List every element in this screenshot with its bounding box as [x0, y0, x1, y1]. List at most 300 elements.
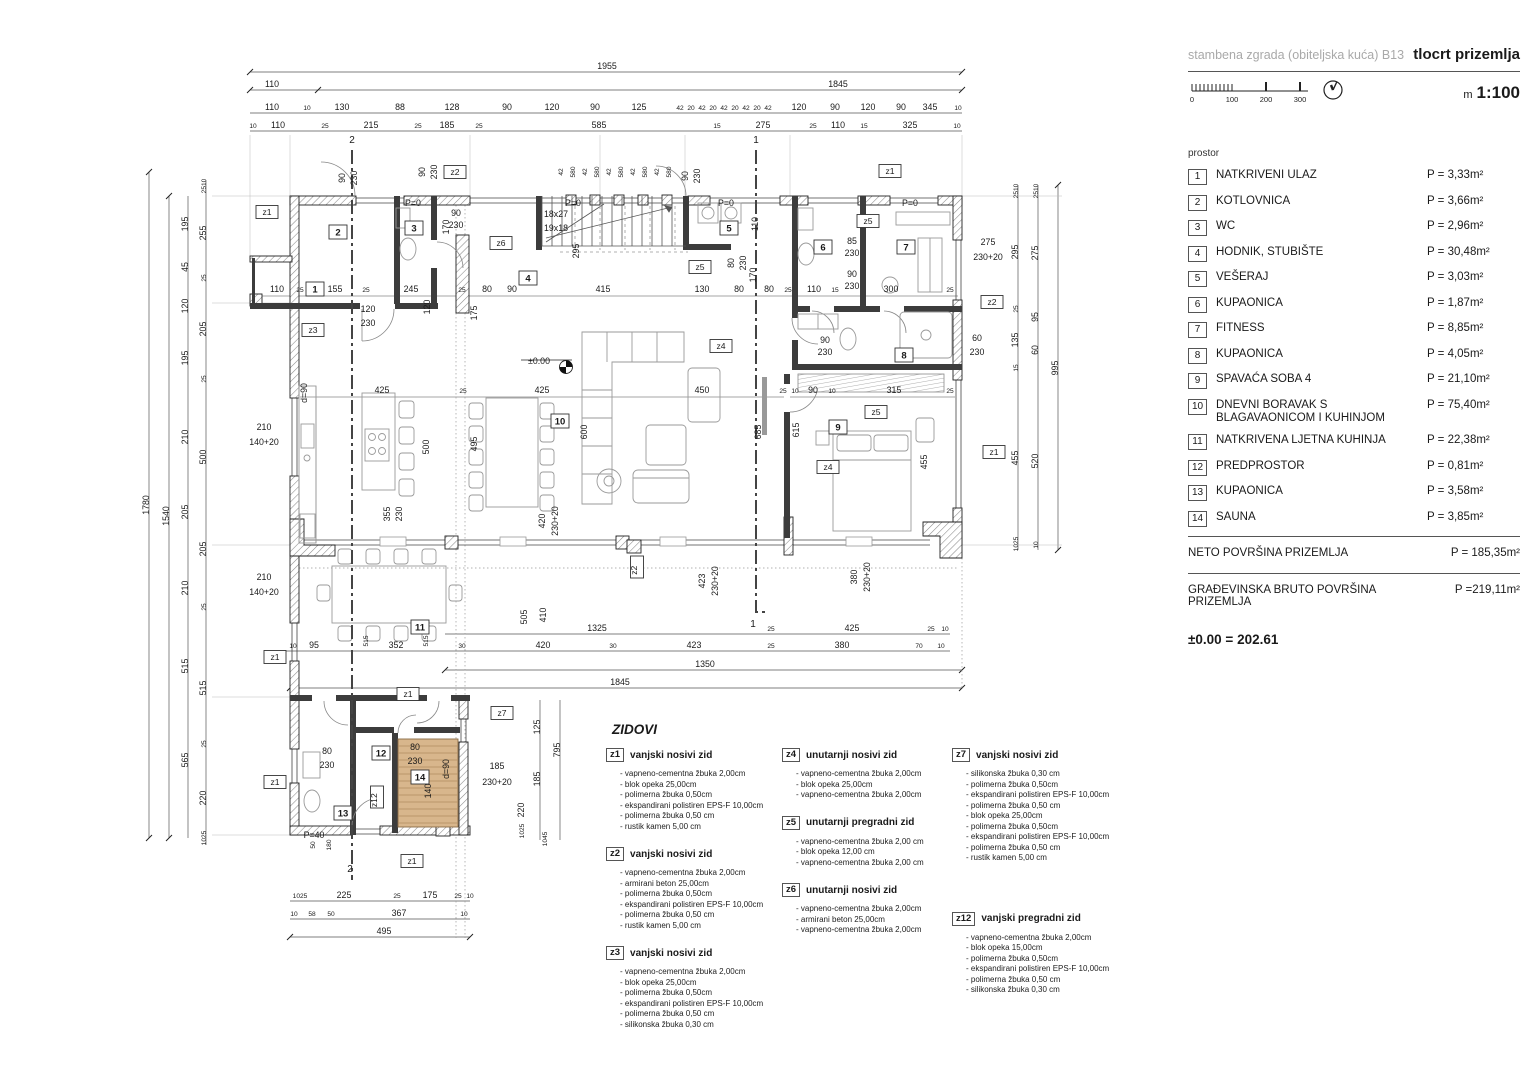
wall-layer: - ekspandirani polistiren EPS-F 10,00cm — [966, 790, 1110, 799]
dim-label: 1540 — [161, 506, 171, 526]
room-area: P = 21,10m² — [1427, 373, 1490, 385]
dim-label: 220 — [516, 802, 526, 818]
dim-label: 120 — [544, 102, 560, 112]
dim-label: 230+20 — [862, 562, 872, 592]
dim-label: 90 — [830, 102, 840, 112]
wall-layer: - blok opeka 25,00cm — [966, 811, 1043, 820]
dim-label: 42 — [558, 168, 565, 176]
dim-label: 345 — [922, 102, 938, 112]
wall-layer: - polimerna žbuka 0,50 cm — [620, 811, 715, 820]
dim-label: 500 — [421, 439, 431, 455]
scalebar-0: 0 — [1189, 95, 1195, 104]
dim-label: 1025 — [201, 830, 208, 846]
wall-layer: - blok opeka 15,00cm — [966, 943, 1043, 952]
room-schedule-row — [1188, 297, 1520, 313]
room-schedule-row — [1188, 373, 1520, 389]
dim-label: 130 — [334, 102, 350, 112]
dim-label: 420 — [535, 640, 551, 650]
wall-layer: - silikonska žbuka 0,30 cm — [966, 769, 1060, 778]
dim-label: 420 — [537, 513, 547, 529]
dim-label: 10 — [828, 388, 836, 395]
dim-label: 80 — [482, 284, 492, 294]
room-area: P = 3,03m² — [1427, 271, 1484, 283]
room-number-box: 6 — [1188, 297, 1207, 313]
dim-label: 128 — [444, 102, 460, 112]
dim-label: P=0 — [902, 198, 918, 208]
dim-label: 25 — [201, 740, 208, 748]
dim-label: 565 — [180, 752, 190, 768]
room-number-box: 2 — [1188, 195, 1207, 211]
dim-label: 10 — [954, 105, 962, 112]
dim-label: 415 — [595, 284, 611, 294]
dim-label: ±0.00 — [528, 356, 550, 366]
room-number-box: 4 — [1188, 246, 1207, 262]
dim-label: 25 — [475, 123, 483, 130]
dim-label: 225 — [336, 890, 352, 900]
room-schedule-caption: prostor — [1188, 148, 1220, 159]
dim-label: 170 — [748, 267, 758, 283]
wall-type-block — [952, 912, 1134, 996]
scalebar-300: 300 — [1293, 95, 1307, 104]
room-name: KOTLOVNICA — [1216, 194, 1291, 207]
dim-label: 10 — [953, 123, 961, 130]
wall-zone-marker-label: z12 — [369, 793, 379, 808]
dim-label: 380 — [834, 640, 850, 650]
dim-label: 10 — [289, 643, 297, 650]
dim-label: 10 — [941, 626, 949, 633]
dim-label: 455 — [1010, 450, 1020, 466]
room-number-box: 12 — [1188, 460, 1207, 476]
dim-label: 25 — [201, 274, 208, 282]
dim-label: 580 — [570, 166, 577, 178]
dim-label: 80 — [322, 746, 332, 756]
dim-label: 110 — [750, 216, 760, 232]
dim-label: 495 — [469, 436, 479, 452]
room-schedule-row — [1188, 220, 1520, 236]
dim-label: 25 — [1013, 305, 1020, 313]
dim-label: 30 — [458, 643, 466, 650]
dim-label: 25 — [362, 287, 370, 294]
dim-label: 110 — [264, 79, 280, 89]
room-name: NATKRIVENI ULAZ — [1216, 169, 1317, 181]
dim-label: 230 — [360, 318, 376, 328]
dim-label: 140+20 — [249, 437, 279, 447]
dim-label: 230 — [407, 756, 423, 766]
dim-label: 2510 — [1013, 183, 1020, 199]
dim-label: 120 — [791, 102, 807, 112]
bruto-area: P =219,11m² — [1454, 584, 1520, 596]
dim-label: 425 — [844, 623, 860, 633]
dim-label: 25 — [784, 287, 792, 294]
dim-label: 20 — [687, 105, 695, 112]
wall-type-block — [606, 748, 778, 832]
dim-label: 25 — [414, 123, 422, 130]
wall-layer: - armirani beton 25,00cm — [620, 878, 709, 888]
wall-zone-marker-label: z6 — [496, 238, 506, 249]
dim-label: 195 — [180, 350, 190, 366]
dim-label: P=0 — [565, 198, 581, 208]
wall-layer: - vapneno-cementna žbuka 2,00cm — [620, 868, 746, 877]
level-datum: ±0.00 = 202.61 — [1188, 632, 1279, 647]
dim-label: P=0 — [718, 198, 734, 208]
dim-label: 2510 — [1033, 183, 1040, 199]
wall-zone-marker-label: z4 — [716, 341, 726, 352]
dim-label: P=40 — [303, 830, 325, 840]
dim-label: 245 — [403, 284, 419, 294]
wall-type-code: z1 — [606, 748, 624, 762]
dim-label: 110 — [269, 284, 285, 294]
dim-label: 275 — [1030, 245, 1040, 261]
dim-label: 230+20 — [482, 777, 512, 787]
wall-type-name: unutarnji nosivi zid — [806, 884, 898, 896]
room-area: P = 4,05m² — [1427, 347, 1484, 360]
room-marker-number: 5 — [726, 223, 732, 235]
room-name: KUPAONICA — [1216, 347, 1283, 360]
dim-label: 515 — [423, 635, 430, 647]
dim-label: 25 — [454, 893, 462, 900]
wall-layer: - blok opeka 25,00cm — [620, 779, 697, 789]
dim-label: 230 — [692, 168, 702, 184]
dim-label: 130 — [694, 284, 710, 294]
dim-label: 80 — [764, 284, 774, 294]
dim-label: 80 — [726, 258, 736, 268]
room-number-box: 1 — [1188, 169, 1207, 185]
dim-label: 580 — [642, 166, 649, 178]
dim-label: 1045 — [542, 831, 549, 847]
wall-zone-marker-label: z2 — [450, 167, 460, 178]
wall-type-block — [782, 748, 954, 801]
wall-type-name: unutarnji pregradni zid — [806, 817, 915, 828]
dim-label: 110 — [270, 120, 286, 130]
dim-label: 25 — [201, 603, 208, 611]
dim-label: 140+20 — [249, 587, 279, 597]
dim-label: 90 — [847, 269, 857, 279]
wall-layer: - vapneno-cementna žbuka 2,00cm — [796, 904, 922, 913]
dim-label: 210 — [256, 422, 272, 432]
dim-label: 18x27 — [544, 209, 568, 219]
dim-label: 135 — [1010, 332, 1020, 348]
room-schedule-row — [1188, 511, 1520, 527]
dim-label: 125 — [532, 719, 542, 735]
dim-label: 120 — [180, 298, 190, 314]
dim-label: 185 — [532, 771, 542, 787]
dim-label: 275 — [755, 120, 771, 130]
dim-label: 10 — [466, 893, 474, 900]
room-number-box: 5 — [1188, 271, 1207, 287]
wall-type-code: z5 — [782, 816, 800, 830]
wall-type-code: z7 — [952, 748, 970, 762]
dim-label: 125 — [631, 102, 647, 112]
room-area: P = 2,96m² — [1427, 220, 1484, 232]
wall-zone-marker-label: z4 — [823, 462, 833, 473]
room-marker-number: 7 — [903, 242, 909, 254]
wall-layer: - polimerna žbuka 0,50 cm — [620, 1009, 715, 1018]
dim-label: 230 — [448, 220, 464, 230]
neto-label: NETO POVRŠINA PRIZEMLJA — [1188, 547, 1349, 559]
dim-label: 600 — [579, 424, 589, 440]
dim-label: 90 — [451, 208, 461, 218]
wall-layer: - polimerna žbuka 0,50cm — [966, 779, 1059, 789]
dim-label: 205 — [180, 504, 190, 520]
dim-label: 120 — [422, 299, 432, 315]
room-number-box: 13 — [1188, 485, 1207, 501]
dim-label: 19x18 — [544, 223, 568, 233]
room-schedule — [1188, 148, 1520, 527]
dim-label: 25 — [779, 388, 787, 395]
wall-layer: - armirani beton 25,00cm — [796, 914, 885, 924]
wall-layer: - rustik kamen 5,00 cm — [620, 920, 701, 930]
dim-label: 10 — [791, 388, 799, 395]
dim-label: 230 — [394, 506, 404, 522]
scale-unit: m — [1463, 89, 1473, 101]
room-marker-number: 13 — [337, 808, 349, 820]
dim-label: 95 — [309, 640, 319, 650]
dim-label: 450 — [694, 385, 710, 395]
room-name: VEŠERAJ — [1216, 271, 1269, 283]
dim-label: 500 — [198, 449, 208, 465]
room-marker-number: 11 — [414, 622, 426, 634]
dim-label: 15 — [831, 287, 839, 294]
dim-label: 95 — [1030, 312, 1040, 322]
wardrobe — [798, 374, 944, 392]
room-area: P = 3,85m² — [1427, 510, 1484, 523]
dim-label: 10 — [249, 123, 257, 130]
room-marker-number: 8 — [901, 350, 907, 362]
dim-label: 42 — [654, 168, 661, 176]
dim-label: 120 — [860, 102, 876, 112]
room-name: HODNIK, STUBIŠTE — [1216, 245, 1324, 258]
room-marker-number: 4 — [525, 273, 531, 285]
dim-label: 315 — [886, 385, 902, 395]
dim-label: 215 — [363, 120, 379, 130]
dim-label: 580 — [618, 166, 625, 178]
dim-label: 230 — [738, 255, 748, 271]
bruto-label: GRAĐEVINSKA BRUTO POVRŠINA PRIZEMLJA — [1188, 584, 1376, 608]
dim-label: 520 — [1030, 453, 1040, 469]
dim-label: 423 — [686, 640, 702, 650]
wall-layer: - vapneno-cementna žbuka 2,00cm — [796, 790, 922, 799]
dim-label: 195 — [180, 216, 190, 232]
room-schedule-row — [1188, 169, 1520, 185]
dim-label: 352 — [388, 640, 404, 650]
dim-label: 10 — [937, 643, 945, 650]
walls-legend-title: ZIDOVI — [612, 722, 658, 737]
wall-layer: - blok opeka 12,00 cm — [796, 847, 875, 856]
dim-label: 455 — [919, 454, 929, 470]
dim-label: 1845 — [610, 677, 630, 687]
dim-label: 90 — [590, 102, 600, 112]
dim-label: 585 — [591, 120, 607, 130]
dim-label: 60 — [1030, 345, 1040, 355]
dim-label: 90 — [337, 173, 347, 183]
wall-type-name: vanjski nosivi zid — [630, 848, 713, 860]
scale-bar-row — [1188, 78, 1520, 108]
room-name: DNEVNI BORAVAK S BLAGAVAONICOM I KUHINJOM — [1216, 398, 1385, 424]
wall-layer: - vapneno-cementna žbuka 2,00cm — [966, 932, 1092, 942]
dim-label: d=90 — [299, 383, 309, 403]
title-block-panel — [1188, 46, 1520, 647]
dim-label: 180 — [326, 839, 333, 851]
dim-label: 685 — [753, 424, 763, 440]
scale-text — [1463, 83, 1520, 103]
room-marker-number: 1 — [312, 284, 318, 296]
wall-type-code: z3 — [606, 946, 624, 960]
wall-layer: - ekspandirani polistiren EPS-F 10,00cm — [966, 964, 1110, 973]
wall-layer: - rustik kamen 5,00 cm — [966, 853, 1047, 862]
wall-type-code: z4 — [782, 748, 800, 762]
dim-label: 25 — [809, 123, 817, 130]
room-name: SPAVAĆA SOBA 4 — [1216, 373, 1312, 385]
room-area: P = 3,66m² — [1427, 194, 1484, 207]
room-number-box: 14 — [1188, 511, 1207, 527]
wall-type-block — [952, 748, 1134, 864]
dim-label: 15 — [713, 123, 721, 130]
dim-label: 410 — [538, 607, 548, 623]
bruto-row — [1188, 573, 1520, 618]
wall-zone-marker-label: z5 — [863, 216, 873, 227]
dim-label: 25 — [946, 388, 954, 395]
room-number-box: 9 — [1188, 373, 1207, 389]
scale-bar — [1188, 78, 1348, 108]
dim-label: 515 — [363, 635, 370, 647]
wall-layer: - silikonska žbuka 0,30 cm — [966, 985, 1060, 994]
room-marker-number: 9 — [835, 422, 841, 434]
room-marker-number: 14 — [414, 772, 426, 784]
dim-label: 25 — [321, 123, 329, 130]
dim-label: 25 — [296, 287, 304, 294]
dim-label: 995 — [1050, 360, 1060, 376]
dim-label: 230 — [969, 347, 985, 357]
room-number-box: 11 — [1188, 434, 1207, 450]
wall-zone-marker-label: z1 — [262, 207, 272, 218]
wall-layer: - rustik kamen 5,00 cm — [620, 821, 701, 831]
dim-label: 10 — [460, 911, 468, 918]
room-schedule-row — [1188, 434, 1520, 450]
section-marker: 1 — [750, 619, 756, 630]
wall-layer: - polimerna žbuka 0,50cm — [620, 988, 713, 997]
wall-layer: - polimerna žbuka 0,50 cm — [966, 842, 1061, 852]
dim-label: 50 — [310, 841, 317, 849]
dim-label: 1025 — [519, 823, 526, 839]
dim-label: 10 — [303, 105, 311, 112]
dim-label: 300 — [883, 284, 899, 294]
dim-label: 295 — [571, 243, 581, 259]
dim-label: 210 — [180, 429, 190, 445]
dim-label: 425 — [374, 385, 390, 395]
room-name: FITNESS — [1216, 322, 1265, 334]
dim-label: 90 — [502, 102, 512, 112]
dim-label: 45 — [180, 262, 190, 272]
room-name: SAUNA — [1216, 510, 1256, 523]
dim-label: 185 — [439, 120, 455, 130]
room-number-box: 7 — [1188, 322, 1207, 338]
dim-label: 42 — [720, 105, 728, 112]
wall-layer: - ekspandirani polistiren EPS-F 10,00cm — [620, 899, 764, 909]
dim-label: 80 — [410, 742, 420, 752]
dim-label: 110 — [264, 102, 280, 112]
wall-layer: - silikonska žbuka 0,30 cm — [620, 1019, 714, 1029]
dim-label: 230 — [844, 281, 860, 291]
dim-label: 230+20 — [973, 252, 1003, 262]
dim-label: 505 — [519, 609, 529, 625]
dim-label: 25 — [458, 287, 466, 294]
dim-label: 20 — [731, 105, 739, 112]
room-name: KUPAONICA — [1216, 485, 1283, 497]
wall-layer: - vapneno-cementna žbuka 2,00 cm — [796, 857, 924, 867]
dim-label: 90 — [680, 171, 690, 181]
room-marker-number: 3 — [411, 223, 417, 235]
wall-type-name: vanjski nosivi zid — [630, 749, 713, 761]
wall-layer: - polimerna žbuka 0,50 cm — [966, 800, 1061, 810]
dim-label: 220 — [198, 790, 208, 806]
scalebar-100: 100 — [1225, 95, 1239, 104]
wall-zone-marker-label: z7 — [497, 708, 507, 719]
dim-label: 110 — [830, 120, 846, 130]
wall-layer: - vapneno-cementna žbuka 2,00cm — [796, 769, 922, 778]
dim-label: 25 — [459, 388, 467, 395]
room-number-box: 10 — [1188, 399, 1207, 415]
wall-layer: - polimerna žbuka 0,50cm — [966, 953, 1059, 963]
dim-label: 1325 — [587, 623, 607, 633]
dim-label: 230 — [319, 760, 335, 770]
dim-label: 25 — [767, 643, 775, 650]
wall-zone-marker-label: z1 — [407, 856, 417, 867]
wall-layer: - polimerna žbuka 0,50 cm — [966, 974, 1061, 984]
dim-label: 20 — [709, 105, 717, 112]
room-schedule-row — [1188, 195, 1520, 211]
dim-label: 230+20 — [550, 506, 560, 536]
drawing-title: tlocrt prizemlja — [1413, 46, 1520, 63]
wall-layer: - ekspandirani polistiren EPS-F 10,00cm — [620, 998, 764, 1008]
wall-layer: - vapneno-cementna žbuka 2,00cm — [620, 967, 746, 976]
wall-zone-marker-label: z1 — [989, 447, 999, 458]
dim-label: 90 — [820, 335, 830, 345]
dim-label: 175 — [469, 305, 479, 321]
dim-label: 205 — [198, 541, 208, 557]
dim-label: 80 — [734, 284, 744, 294]
wall-layer: - vapneno-cementna žbuka 2,00cm — [620, 769, 746, 778]
room-area: P = 75,40m² — [1427, 398, 1490, 411]
dim-label: 515 — [198, 680, 208, 696]
dim-label: 275 — [980, 237, 996, 247]
dim-label: 42 — [582, 168, 589, 176]
dim-label: 795 — [552, 742, 562, 758]
dim-label: 15 — [1013, 364, 1020, 372]
room-area: P = 3,33m² — [1427, 169, 1484, 181]
scale-value: 1:100 — [1476, 83, 1520, 102]
dim-label: 230+20 — [710, 566, 720, 596]
room-area: P = 22,38m² — [1427, 434, 1490, 446]
room-area: P = 3,58m² — [1427, 485, 1484, 497]
wall-zone-marker-label: z1 — [270, 777, 280, 788]
section-marker: 2 — [349, 135, 355, 146]
dim-label: 25 — [946, 287, 954, 294]
dim-label: 25 — [393, 893, 401, 900]
room-schedule-row — [1188, 322, 1520, 338]
dim-label: 25 — [767, 626, 775, 633]
wall-zone-marker-label: z5 — [871, 407, 881, 418]
dim-label: 423 — [697, 573, 707, 589]
dim-label: 42 — [630, 168, 637, 176]
neto-row — [1188, 536, 1520, 569]
wall-zone-marker-label: z5 — [695, 262, 705, 273]
room-name: NATKRIVENA LJETNA KUHINJA — [1216, 434, 1386, 446]
dim-label: 580 — [666, 166, 673, 178]
project-title: stambena zgrada (obiteljska kuća) B13 — [1188, 48, 1405, 62]
room-schedule-row — [1188, 246, 1520, 262]
dim-label: 85 — [847, 236, 857, 246]
wall-layer: - ekspandirani polistiren EPS-F 10,00cm — [966, 832, 1110, 841]
